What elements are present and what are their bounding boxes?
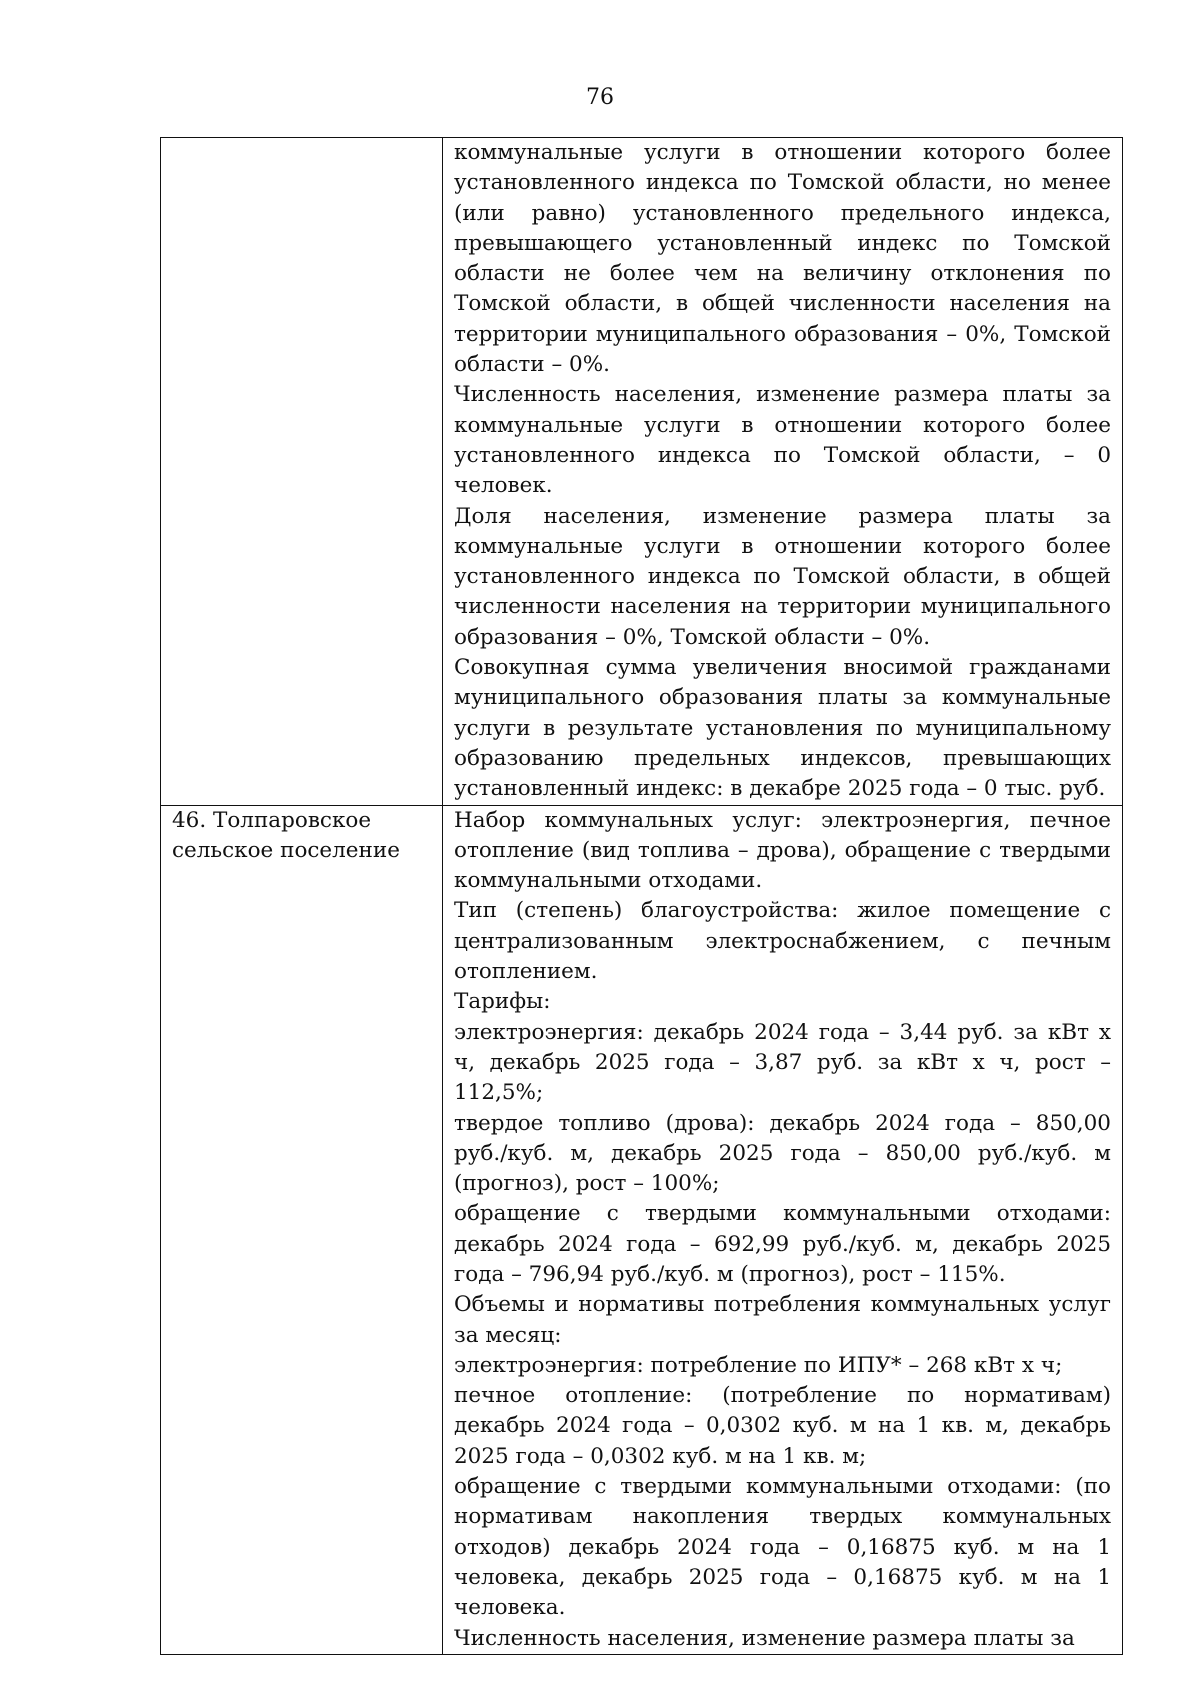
paragraph: Численность населения, изменение размера платы за коммунальные услуги в отношении которого более установленного индекса по Томской области, – 0 человек. (454, 382, 1111, 499)
paragraph: электроэнергия: декабрь 2024 года – 3,44 руб. за кВт х ч, декабрь 2025 года – 3,87 руб. за кВт х ч, рост – 112,5%; (454, 1019, 1111, 1106)
document-table (160, 137, 1123, 1655)
paragraph: Тип (степень) благоустройства: жилое помещение с централизованным электроснабжением, с печным отоплением. (454, 898, 1111, 985)
paragraph: Тарифы: (454, 989, 551, 1015)
paragraph: Доля населения, изменение размера платы за коммунальные услуги в отношении которого более установленного индекса по Томской области, в общей численности населения на территории муниципального образования – 0%, Томской области – 0%. (454, 503, 1111, 650)
paragraph: обращение с твердыми коммунальными отходами: (по нормативам накопления твердых коммунальных отходов) декабрь 2024 года – 0,16875 куб. м на 1 человека, декабрь 2025 года – 0,16875 куб. м на 1 человека. (454, 1474, 1111, 1621)
municipality-cell: 46. Толпаровское сельское поселение (161, 805, 443, 1654)
municipality-cell (161, 138, 443, 806)
description-cell (443, 805, 1123, 1654)
table-row (161, 138, 1123, 806)
paragraph: Совокупная сумма увеличения вносимой гражданами муниципального образования платы за коммунальные услуги в результате установления по муниципальному образованию предельных индексов, превышающих установленный индекс: в декабре 2025 года – 0 тыс. руб. (454, 655, 1111, 802)
paragraph: обращение с твердыми коммунальными отходами: декабрь 2024 года – 692,99 руб./куб. м, декабрь 2025 года – 796,94 руб./куб. м (прогноз), рост – 115%. (454, 1201, 1111, 1287)
paragraph: печное отопление: (потребление по нормативам) декабрь 2024 года – 0,0302 куб. м на 1 кв. м, декабрь 2025 года – 0,0302 куб. м на 1 кв. м; (454, 1383, 1111, 1469)
paragraph: Объемы и нормативы потребления коммунальных услуг за месяц: (454, 1292, 1111, 1348)
table-row (161, 805, 1123, 1654)
paragraph: электроэнергия: потребление по ИПУ* – 268 кВт х ч; (454, 1352, 1063, 1378)
paragraph: твердое топливо (дрова): декабрь 2024 года – 850,00 руб./куб. м, декабрь 2025 года – 850,00 руб./куб. м (прогноз), рост – 100%; (454, 1110, 1111, 1197)
page-number: 76 (586, 85, 614, 110)
paragraph: Набор коммунальных услуг: электроэнергия, печное отопление (вид топлива – дрова), обращение с твердыми коммунальными отходами. (454, 807, 1111, 894)
description-cell (443, 138, 1123, 806)
paragraph: коммунальные услуги в отношении которого более установленного индекса по Томской области, но менее (или равно) установленного предельного индекса, превышающего установленный индекс по Томской области не более чем на величину отклонения по Томской области, в общей численности населения на территории муниципального образования – 0%, Томской области – 0%. (454, 140, 1111, 378)
paragraph: Численность населения, изменение размера платы за (454, 1625, 1075, 1651)
